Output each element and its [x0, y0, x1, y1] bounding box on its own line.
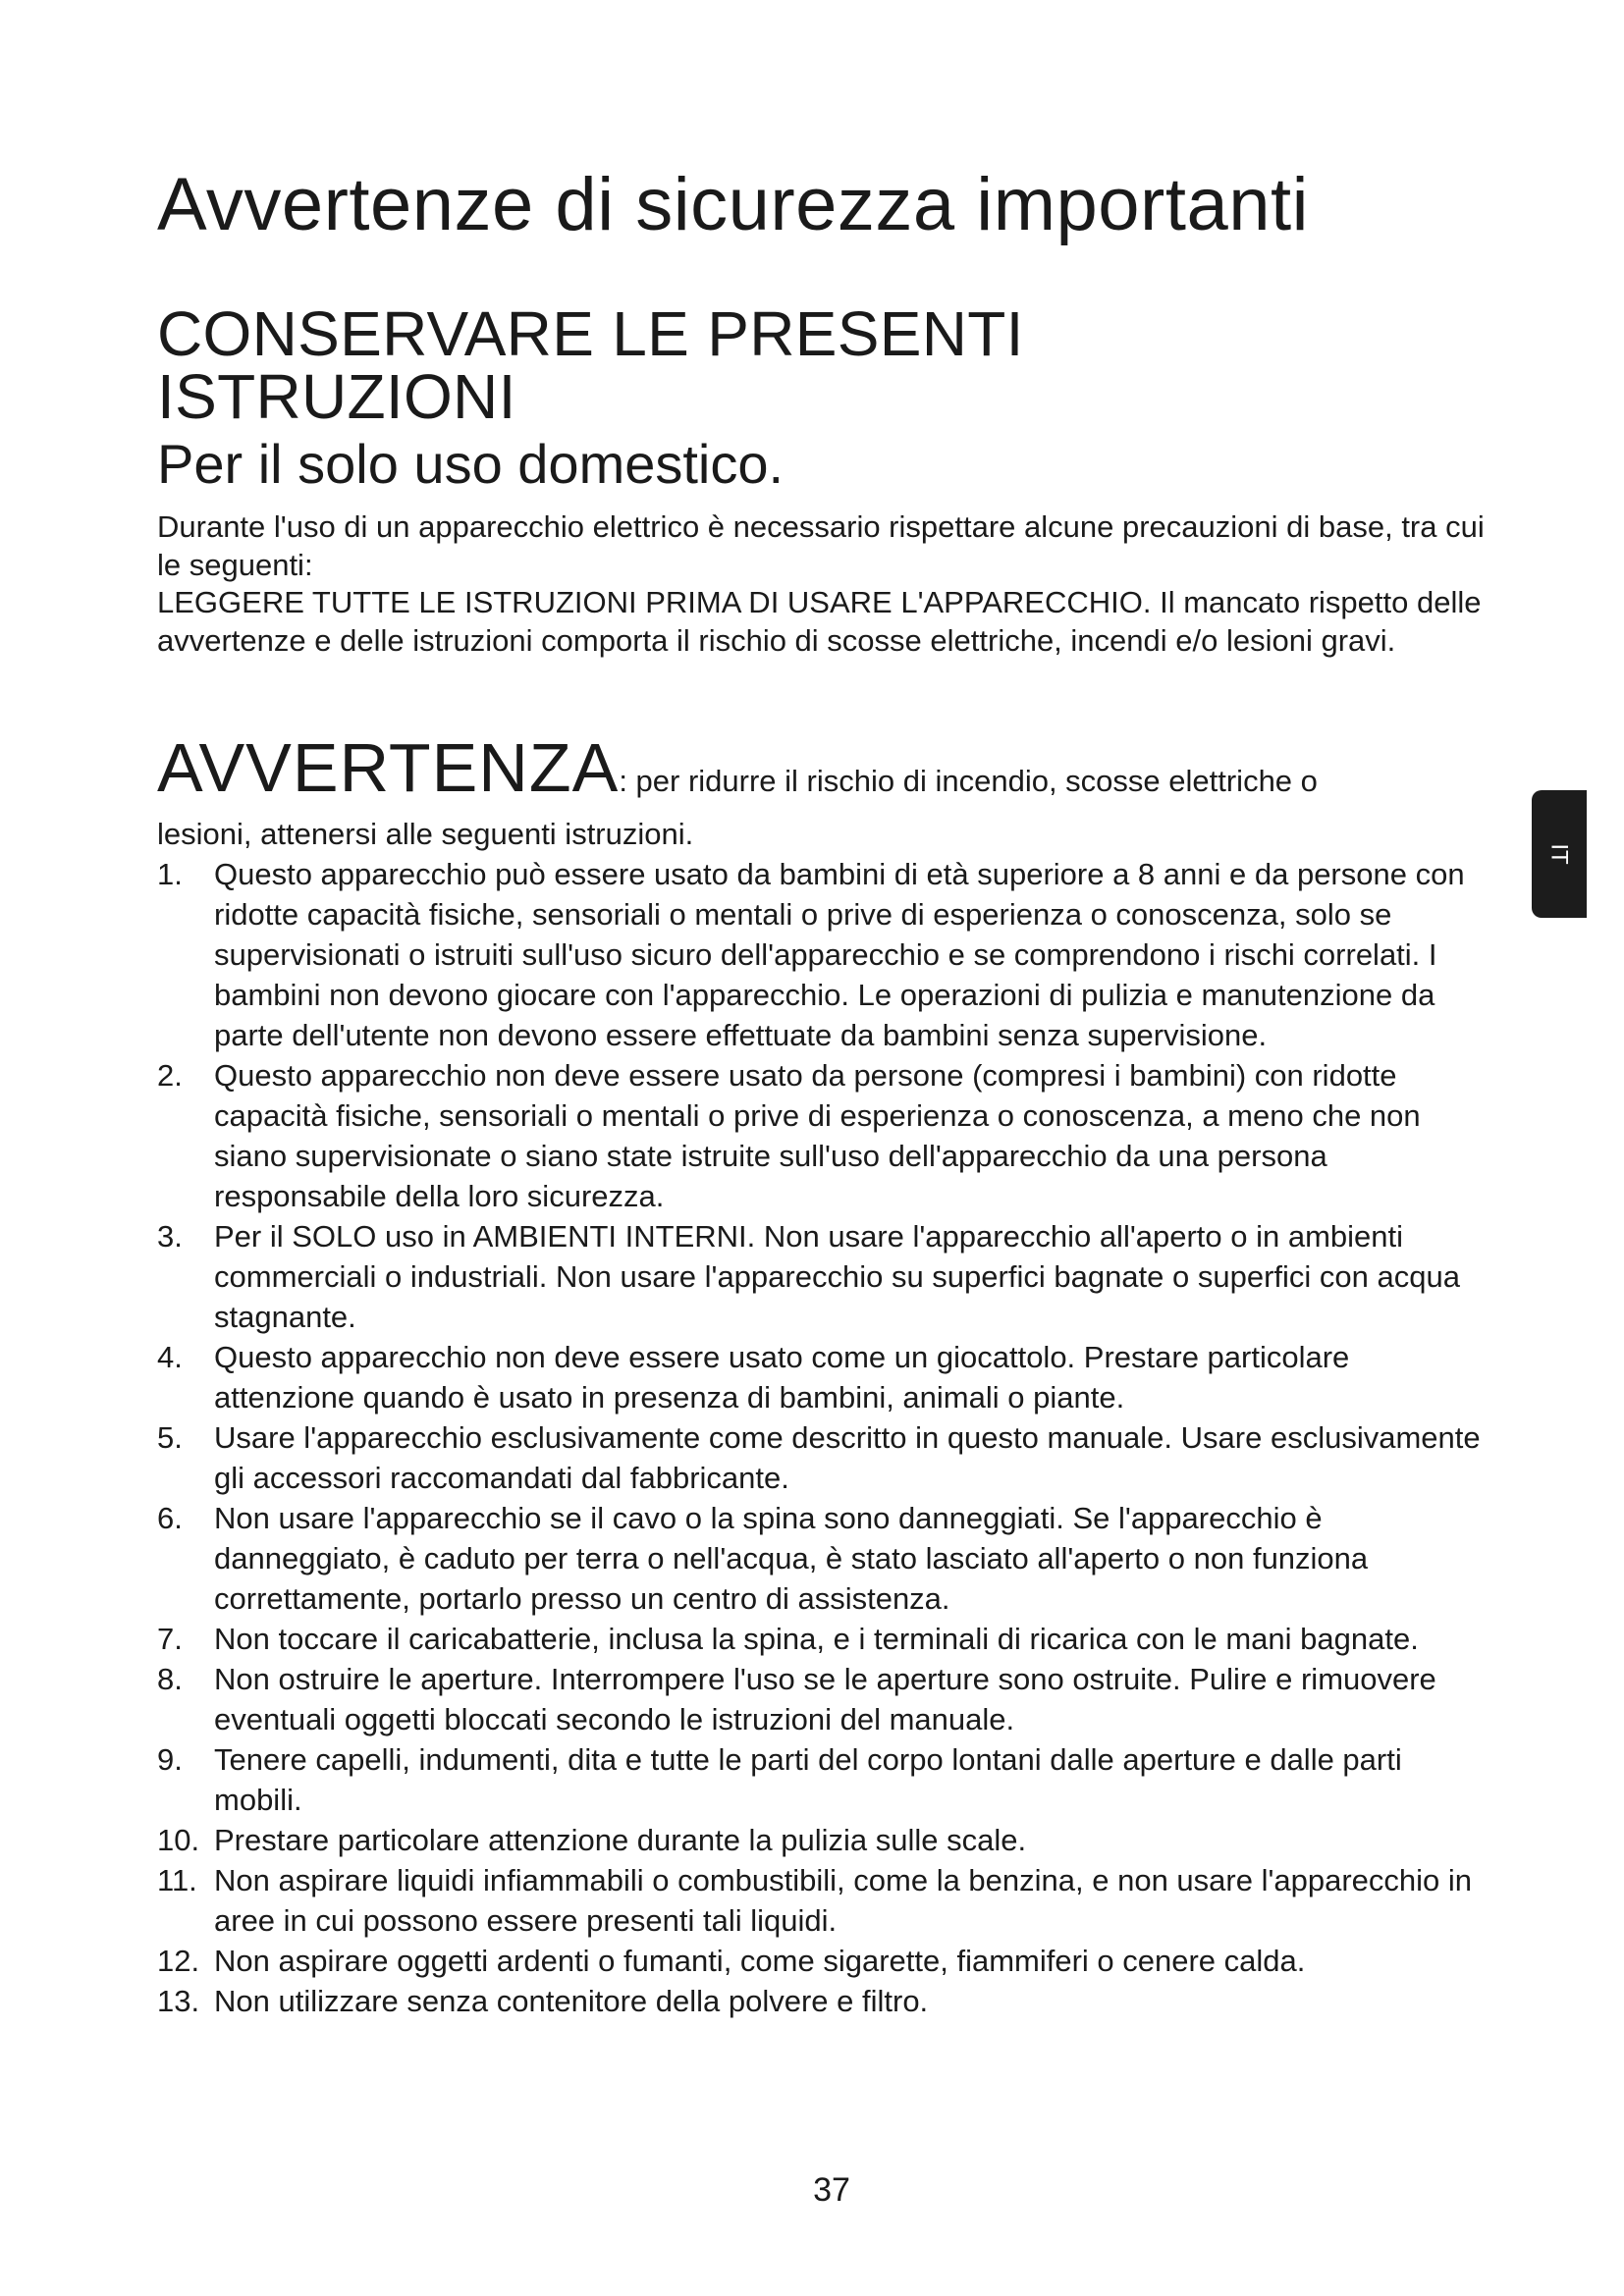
list-item — [157, 1417, 1492, 1498]
list-item — [157, 1739, 1492, 1820]
list-item-number: 3. — [157, 1219, 183, 1254]
intro-paragraph: LEGGERE TUTTE LE ISTRUZIONI PRIMA DI USARE L'APPARECCHIO. Il mancato rispetto delle avvertenze e delle istruzioni comporta il rischio di scosse elettriche, incendi e/o lesioni gravi. — [157, 585, 1482, 658]
list-item — [157, 1619, 1492, 1659]
list-item — [157, 854, 1492, 1055]
domestic-use-heading: Per il solo uso domestico. — [157, 433, 785, 495]
list-item — [157, 1216, 1492, 1337]
list-item-number: 1. — [157, 857, 183, 891]
list-item-text: Non aspirare oggetti ardenti o fumanti, come sigarette, fiammiferi o cenere calda. — [214, 1944, 1306, 1978]
language-tab-label: IT — [1545, 843, 1573, 865]
list-item-number: 13. — [157, 1984, 200, 2018]
list-item — [157, 1981, 1492, 2021]
list-item-number: 2. — [157, 1058, 183, 1093]
list-item — [157, 1941, 1492, 1981]
list-item-text: Non usare l'apparecchio se il cavo o la spina sono danneggiati. Se l'apparecchio è danneggiato, è caduto per terra o nell'acqua, è stato lasciato all'aperto o non funziona correttamente, portarlo presso un centro di assistenza. — [214, 1501, 1369, 1616]
list-item-text: Non toccare il caricabatterie, inclusa la spina, e i terminali di ricarica con le mani bagnate. — [214, 1622, 1419, 1656]
list-item — [157, 1860, 1492, 1941]
list-item-text: Non ostruire le aperture. Interrompere l'uso se le aperture sono ostruite. Pulire e rimuovere eventuali oggetti bloccati secondo le istruzioni del manuale. — [214, 1662, 1436, 1736]
list-item-text: Tenere capelli, indumenti, dita e tutte le parti del corpo lontani dalle aperture e dalle parti mobili. — [214, 1742, 1402, 1817]
list-item-text: Questo apparecchio non deve essere usato da persone (compresi i bambini) con ridotte capacità fisiche, sensoriali o mentali o prive di esperienza o conoscenza, a meno che non siano supervisionate o siano state istruite sull'uso dell'apparecchio da una persona responsabile della loro sicurezza. — [214, 1058, 1421, 1213]
warning-tail: : per ridurre il rischio di incendio, scosse elettriche o — [619, 764, 1318, 798]
list-item-text: Non aspirare liquidi infiammabili o combustibili, come la benzina, e non usare l'apparecchio in aree in cui possono essere presenti tali liquidi. — [214, 1863, 1473, 1938]
page-number: 37 — [813, 2171, 850, 2209]
language-tab — [1532, 790, 1587, 918]
intro-paragraph: Durante l'uso di un apparecchio elettrico è necessario rispettare alcune precauzioni di base, tra cui le seguenti: — [157, 509, 1485, 582]
list-item — [157, 1659, 1492, 1739]
list-item-text: Per il SOLO uso in AMBIENTI INTERNI. Non usare l'apparecchio all'aperto o in ambienti commerciali o industriali. Non usare l'apparecchio su superfici bagnate o superfici con acqua stagnante. — [214, 1219, 1460, 1334]
list-item — [157, 1055, 1492, 1216]
list-item-number: 12. — [157, 1944, 200, 1978]
list-item-number: 5. — [157, 1420, 183, 1455]
list-item-text: Questo apparecchio può essere usato da bambini di età superiore a 8 anni e da persone con ridotte capacità fisiche, sensoriali o mentali o prive di esperienza o conoscenza, solo se supervisionati o istruiti sull'uso sicuro dell'apparecchio e se comprendono i rischi correlati. I bambini non devono giocare con l'apparecchio. Le operazioni di pulizia e manutenzione da parte dell'utente non devono essere effettuate da bambini senza supervisione. — [214, 857, 1465, 1052]
list-item — [157, 1820, 1492, 1860]
page-title: Avvertenze di sicurezza importanti — [157, 163, 1309, 246]
list-item-number: 4. — [157, 1340, 183, 1374]
list-item — [157, 1337, 1492, 1417]
warning-line — [157, 728, 1318, 807]
list-item-number: 8. — [157, 1662, 183, 1696]
list-item-text: Usare l'apparecchio esclusivamente come descritto in questo manuale. Usare esclusivamente gli accessori raccomandati dal fabbricante. — [214, 1420, 1481, 1495]
warning-lead: lesioni, attenersi alle seguenti istruzioni. — [157, 817, 694, 851]
list-item-number: 10. — [157, 1823, 200, 1857]
list-item-number: 6. — [157, 1501, 183, 1535]
list-item-text: Questo apparecchio non deve essere usato come un giocattolo. Prestare particolare attenzione quando è usato in presenza di bambini, animali o piante. — [214, 1340, 1350, 1415]
list-item-text: Prestare particolare attenzione durante la pulizia sulle scale. — [214, 1823, 1027, 1857]
list-item — [157, 1498, 1492, 1619]
intro-text — [157, 508, 1492, 660]
safety-rules-list — [157, 854, 1492, 2021]
list-item-number: 9. — [157, 1742, 183, 1777]
warning-word: AVVERTENZA — [157, 729, 620, 806]
list-item-number: 7. — [157, 1622, 183, 1656]
save-instructions-heading: CONSERVARE LE PRESENTI ISTRUZIONI — [157, 298, 1024, 432]
list-item-text: Non utilizzare senza contenitore della polvere e filtro. — [214, 1984, 929, 2018]
list-item-number: 11. — [157, 1863, 197, 1897]
